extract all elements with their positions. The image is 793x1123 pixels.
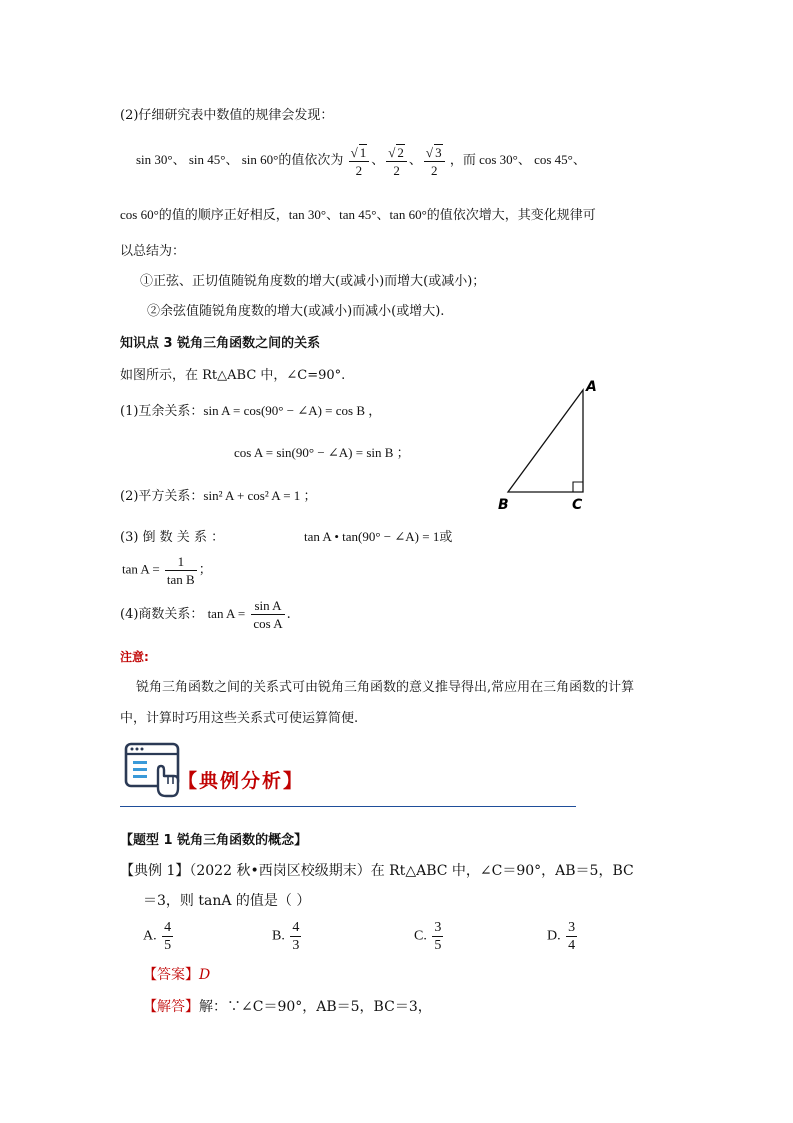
sqrt-radicand: 1 bbox=[359, 145, 367, 161]
sqrt-radicand: 3 bbox=[435, 145, 442, 161]
fraction-denominator: cos A bbox=[253, 616, 283, 631]
question-type-heading: 【题型 1 锐角三角函数的概念】 bbox=[120, 833, 308, 848]
example-tag: 【典例 1】 bbox=[120, 863, 190, 879]
option-b[interactable] bbox=[272, 920, 303, 953]
relation-4-row bbox=[120, 598, 291, 631]
option-d[interactable] bbox=[547, 920, 579, 953]
fraction-sqrt2-over-2 bbox=[386, 144, 407, 178]
triangle-shape bbox=[508, 390, 583, 492]
relation-3b-lhs: tan A = bbox=[122, 561, 160, 577]
sqrt-symbol: √ bbox=[388, 145, 396, 161]
section-heading: 知识点 3 锐角三角函数之间的关系 bbox=[120, 336, 321, 351]
option-fraction: $\frac{3}{4}$ bbox=[568, 920, 576, 953]
relation-4-label: (4)商数关系： bbox=[120, 607, 204, 622]
option-letter: A. bbox=[143, 928, 157, 944]
option-letter: C. bbox=[414, 928, 427, 944]
fraction-denominator: 2 bbox=[393, 163, 400, 179]
fraction-sina-over-cosa bbox=[251, 598, 284, 631]
rule-2: ②余弦值随锐角度数的增大(或减小)而减小(或增大). bbox=[147, 304, 445, 319]
note-line-2: 中，计算时巧用这些关系式可使运算简便. bbox=[120, 711, 359, 726]
relation-3-label: (3) 倒 数 关 系 ： bbox=[120, 530, 225, 545]
answer-tag: 【答案】 bbox=[143, 967, 199, 983]
option-letter: D. bbox=[547, 928, 561, 944]
note-label: 注意: bbox=[120, 650, 149, 664]
intro-line-1: (2)仔细研究表中数值的规律会发现： bbox=[120, 108, 334, 123]
intro-line-2 bbox=[136, 140, 586, 180]
vertex-label-a: A bbox=[586, 379, 597, 395]
fraction-numerator: 1 bbox=[165, 554, 197, 571]
fraction-denominator: tan B bbox=[166, 572, 195, 587]
intro-line-3: cos 60°的值的顺序正好相反，tan 30°、tan 45°、tan 60°的值依次增大，其变化规律可 bbox=[120, 207, 596, 222]
relation-2-formula: sin² A + cos² A = 1 ； bbox=[203, 488, 317, 503]
solution-row bbox=[143, 996, 432, 1016]
fraction-sqrt3-over-2 bbox=[424, 144, 445, 178]
solution-text: 解：∵∠C＝90°，AB＝5，BC＝3， bbox=[199, 999, 432, 1015]
vertex-label-b: B bbox=[498, 497, 509, 513]
separator: 、 bbox=[408, 152, 422, 167]
question-text-1: （2022 秋•西岗区校级期末）在 Rt△ABC 中，∠C＝90°，AB＝5，BC bbox=[189, 863, 634, 879]
intro-line-2-prefix: sin 30°、 sin 45°、 sin 60°的值依次为 bbox=[136, 152, 344, 167]
relation-3-formula-b bbox=[122, 554, 212, 587]
option-fraction: $\frac{3}{5}$ bbox=[434, 920, 442, 953]
relation-2-row bbox=[120, 485, 317, 504]
right-triangle-figure bbox=[490, 370, 600, 515]
fraction-denominator: 2 bbox=[355, 163, 363, 179]
option-letter: B. bbox=[272, 928, 285, 944]
relation-3b-end: ； bbox=[198, 561, 212, 577]
relation-2-label: (2)平方关系： bbox=[120, 489, 204, 504]
fraction-numerator: sin A bbox=[251, 598, 284, 615]
separator: 、 bbox=[371, 152, 385, 167]
solution-tag: 【解答】 bbox=[143, 999, 199, 1015]
relation-3-formula: tan A • tan(90° − ∠A) = 1或 bbox=[304, 529, 453, 544]
fraction-denominator: 2 bbox=[430, 163, 438, 179]
relation-1-formula: sin A = cos(90° − ∠A) = cos B ， bbox=[203, 403, 382, 418]
sqrt-symbol: √ bbox=[350, 145, 358, 161]
right-angle-mark bbox=[573, 482, 583, 492]
example-analysis-icon bbox=[124, 740, 182, 802]
intro-line-4: 以总结为： bbox=[120, 244, 186, 259]
section-divider bbox=[120, 806, 576, 807]
option-a[interactable] bbox=[143, 920, 175, 953]
vertex-label-c: C bbox=[572, 497, 583, 513]
relation-1-row bbox=[120, 400, 381, 419]
section-intro: 如图所示，在 Rt△ABC 中，∠C=90°. bbox=[120, 368, 346, 383]
fraction-sqrt1-over-2 bbox=[349, 144, 370, 178]
option-c[interactable] bbox=[414, 920, 445, 953]
question-line-2: ＝3，则 tanA 的值是（ ） bbox=[143, 893, 311, 909]
option-fraction: $\frac{4}{3}$ bbox=[292, 920, 300, 953]
question-line-1 bbox=[120, 860, 634, 880]
sqrt-symbol: √ bbox=[425, 145, 434, 161]
fraction-1-over-tanb bbox=[165, 554, 197, 587]
relation-4-lhs: tan A = bbox=[207, 606, 246, 621]
relation-1-label: (1)互余关系： bbox=[120, 404, 204, 419]
answer-row bbox=[143, 964, 210, 984]
option-fraction: $\frac{4}{5}$ bbox=[164, 920, 172, 953]
relation-1-formula-b: cos A = sin(90° − ∠A) = sin B ； bbox=[234, 445, 410, 460]
example-analysis-title: 【典例分析】 bbox=[178, 770, 305, 792]
relation-4-end: . bbox=[286, 607, 291, 622]
rule-1: ①正弦、正切值随锐角度数的增大(或减小)而增大(或减小)； bbox=[140, 274, 486, 289]
note-line-1: 锐角三角函数之间的关系式可由锐角三角函数的意义推导得出,常应用在三角函数的计算 bbox=[136, 680, 635, 695]
sqrt-radicand: 2 bbox=[397, 145, 404, 161]
intro-line-2-suffix: ，而 cos 30°、 cos 45°、 bbox=[449, 152, 586, 167]
answer-value: D bbox=[199, 967, 211, 983]
